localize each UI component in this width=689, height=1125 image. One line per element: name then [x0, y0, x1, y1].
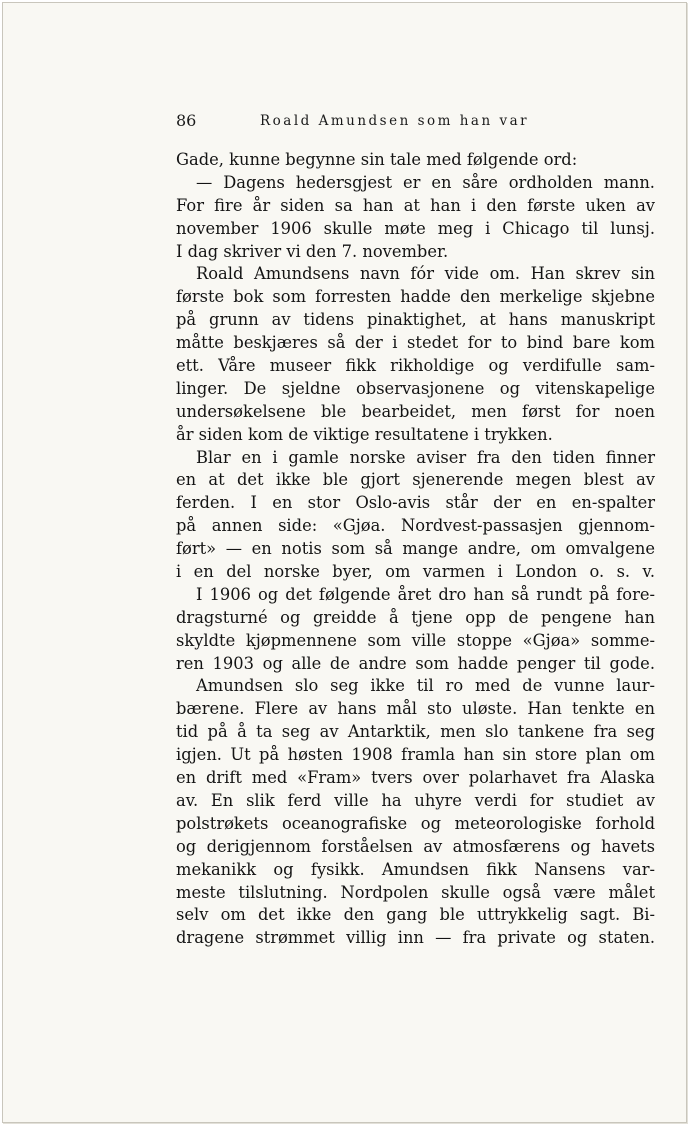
page-number: 86: [176, 111, 197, 130]
text-line: bærene. Flere av hans mål sto uløste. Han tenkte en: [176, 699, 655, 719]
text-line: ført» — en notis som så mange andre, om omvalgene: [176, 539, 655, 559]
text-line: dragene strømmet villig inn — fra private og staten.: [176, 928, 655, 948]
text-line: i en del norske byer, om varmen i London o. s. v.: [176, 562, 655, 582]
text-line: Gade, kunne begynne sin tale med følgende ord:: [176, 150, 578, 169]
text-line: på annen side: «Gjøa. Nordvest-passasjen gjennom-: [176, 516, 655, 536]
text-line: undersøkelsene ble bearbeidet, men først for noen: [176, 401, 655, 421]
text-line: tid på å ta seg av Antarktik, men slo tankene fra seg: [176, 722, 655, 742]
text-line: Roald Amundsens navn fór vide om. Han skrev sin: [196, 264, 655, 284]
text-line: igjen. Ut på høsten 1908 framla han sin store plan om: [176, 745, 655, 765]
text-line: dragsturné og greidde å tjene opp de pengene han: [176, 607, 655, 627]
text-line: en drift med «Fram» tvers over polarhavet fra Alaska: [176, 768, 655, 788]
text-line: Blar en i gamle norske aviser fra den tiden finner: [196, 447, 655, 467]
text-line: polstrøkets oceanografiske og meteorologiske forhold: [176, 813, 655, 833]
text-line: ett. Våre museer fikk rikholdige og verdifulle sam-: [176, 356, 655, 376]
text-line: mekanikk og fysikk. Amundsen fikk Nansens var-: [176, 859, 655, 879]
text-line: en at det ikke ble gjort sjenerende megen blest av: [176, 470, 655, 490]
text-line: av. En slik ferd ville ha uhyre verdi for studiet av: [176, 790, 655, 810]
text-line: ren 1903 og alle de andre som hadde penger til gode.: [176, 653, 655, 673]
text-line: selv om det ikke den gang ble uttrykkelig sagt. Bi-: [176, 905, 655, 925]
running-head: [176, 111, 656, 131]
text-line: meste tilslutning. Nordpolen skulle også være målet: [176, 882, 655, 902]
text-line: Amundsen slo seg ikke til ro med de vunne laur-: [196, 676, 655, 696]
text-line: på grunn av tidens pinaktighet, at hans manuskript: [176, 310, 655, 330]
text-line: ferden. I en stor Oslo-avis står der en en-spalter: [176, 493, 655, 513]
text-line: måtte beskjæres så der i stedet for to bind bare kom: [176, 333, 655, 353]
text-line: For fire år siden sa han at han i den første uken av: [176, 195, 655, 215]
text-line: november 1906 skulle møte meg i Chicago til lunsj.: [176, 218, 655, 238]
text-line: linger. De sjeldne observasjonene og vitenskapelige: [176, 378, 655, 398]
text-line: I dag skriver vi den 7. november.: [176, 241, 449, 261]
running-title: Roald Amundsen som han var: [260, 113, 530, 129]
text-line: I 1906 og det følgende året dro han så rundt på fore-: [196, 584, 655, 604]
text-line: — Dagens hedersgjest er en såre ordholden mann.: [196, 172, 655, 192]
text-line: og derigjennom forståelsen av atmosfærens og havets: [176, 836, 655, 856]
text-line: første bok som forresten hadde den merkelige skjebne: [176, 287, 655, 307]
body-text: [176, 149, 655, 950]
text-line: skyldte kjøpmennene som ville stoppe «Gjøa» somme-: [176, 630, 655, 650]
text-line: år siden kom de viktige resultatene i trykken.: [176, 424, 553, 444]
book-page: [2, 2, 687, 1123]
